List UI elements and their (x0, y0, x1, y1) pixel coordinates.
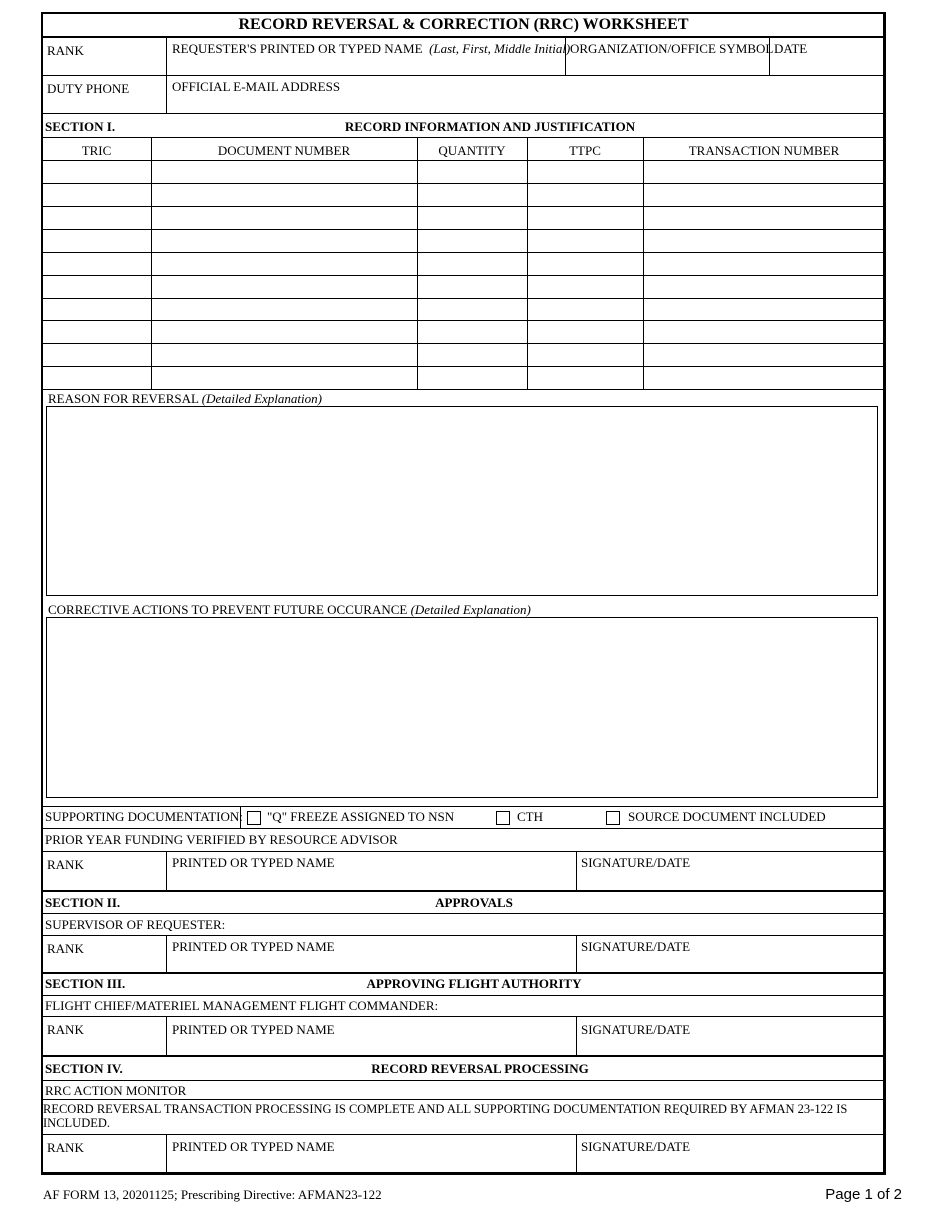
monitor-signature-input[interactable] (578, 1155, 884, 1172)
reason-hint: (Detailed Explanation) (201, 391, 322, 406)
email-label: OFFICIAL E-MAIL ADDRESS (172, 79, 341, 94)
flight-chief-name-input[interactable] (168, 1037, 575, 1054)
rank-label: RANK (47, 43, 84, 58)
section1-label: SECTION I. (45, 119, 116, 134)
flight-chief-rank-label: RANK (47, 1022, 84, 1037)
prior-year-label: PRIOR YEAR FUNDING VERIFIED BY RESOURCE ADVISOR (45, 832, 398, 847)
ra-rank-input[interactable] (43, 872, 165, 890)
duty-phone-label: DUTY PHONE (47, 81, 130, 96)
monitor-name-label: PRINTED OR TYPED NAME (172, 1139, 335, 1154)
requester-name-input[interactable] (168, 56, 564, 74)
processing-statement-line1: RECORD REVERSAL TRANSACTION PROCESSING IS COMPLETE AND ALL SUPPORTING DOCUMENTATION REQUIRED BY AFMAN 23-122 IS (43, 1102, 848, 1116)
table-row[interactable] (43, 299, 884, 320)
monitor-name-input[interactable] (168, 1155, 575, 1172)
source-document-checkbox[interactable] (606, 811, 620, 825)
supervisor-rank-label: RANK (47, 941, 84, 956)
cth-option-label: CTH (517, 809, 543, 824)
section2-title: APPROVALS (435, 895, 513, 910)
reason-label-text: REASON FOR REVERSAL (48, 391, 199, 406)
form-title: RECORD REVERSAL & CORRECTION (RRC) WORKSHEET (238, 16, 689, 33)
monitor-rank-input[interactable] (43, 1155, 165, 1172)
col-ttpc: TTPC (569, 143, 601, 158)
table-row[interactable] (43, 161, 884, 183)
requester-name-hint: (Last, First, Middle Initial) (429, 41, 571, 56)
table-row[interactable] (43, 344, 884, 366)
org-symbol-label: ORGANIZATION/OFFICE SYMBOL (570, 41, 774, 56)
section3-label: SECTION III. (45, 976, 126, 991)
ra-name-input[interactable] (168, 872, 575, 890)
table-row[interactable] (43, 184, 884, 206)
page-number: Page 1 of 2 (825, 1186, 902, 1203)
ra-signature-input[interactable] (578, 872, 884, 890)
corrective-textarea[interactable] (46, 617, 878, 798)
table-row[interactable] (43, 230, 884, 252)
section4-label: SECTION IV. (45, 1061, 123, 1076)
date-label: DATE (774, 41, 808, 56)
col-quantity: QUANTITY (438, 143, 506, 158)
monitor-signature-label: SIGNATURE/DATE (581, 1139, 691, 1154)
table-row[interactable] (43, 207, 884, 229)
supervisor-label: SUPERVISOR OF REQUESTER: (45, 917, 226, 932)
flight-chief-rank-input[interactable] (43, 1037, 165, 1054)
reason-textarea[interactable] (46, 406, 878, 596)
flight-chief-signature-label: SIGNATURE/DATE (581, 1022, 691, 1037)
ra-rank-label: RANK (47, 857, 84, 872)
ra-signature-label: SIGNATURE/DATE (581, 855, 691, 870)
supervisor-rank-input[interactable] (43, 955, 165, 972)
corrective-label-text: CORRECTIVE ACTIONS TO PREVENT FUTURE OCCURANCE (48, 602, 408, 617)
col-document-number: DOCUMENT NUMBER (217, 143, 351, 158)
section4-title: RECORD REVERSAL PROCESSING (371, 1061, 589, 1076)
table-row[interactable] (43, 253, 884, 275)
supervisor-name-label: PRINTED OR TYPED NAME (172, 939, 335, 954)
flight-chief-signature-input[interactable] (578, 1037, 884, 1054)
duty-phone-input[interactable] (43, 94, 165, 112)
section2-label: SECTION II. (45, 895, 121, 910)
processing-statement-line2: INCLUDED. (43, 1116, 111, 1130)
monitor-rank-label: RANK (47, 1140, 84, 1155)
ra-name-label: PRINTED OR TYPED NAME (172, 855, 335, 870)
rank-input[interactable] (43, 56, 165, 74)
date-input[interactable] (771, 56, 883, 74)
col-tric: TRIC (81, 143, 112, 158)
cth-checkbox[interactable] (496, 811, 510, 825)
source-document-option-label: SOURCE DOCUMENT INCLUDED (628, 809, 826, 824)
table-row[interactable] (43, 276, 884, 298)
reason-label (48, 391, 322, 406)
email-input[interactable] (168, 94, 884, 112)
supervisor-name-input[interactable] (168, 955, 575, 972)
supervisor-signature-input[interactable] (578, 955, 884, 972)
requester-name-text: REQUESTER'S PRINTED OR TYPED NAME (172, 41, 423, 56)
section1-title: RECORD INFORMATION AND JUSTIFICATION (344, 119, 636, 134)
rrc-monitor-label: RRC ACTION MONITOR (45, 1083, 187, 1098)
freeze-checkbox[interactable] (247, 811, 261, 825)
table-row[interactable] (43, 367, 884, 389)
requester-name-label (172, 41, 570, 56)
supporting-doc-label: SUPPORTING DOCUMENTATION: (45, 809, 243, 824)
section3-title: APPROVING FLIGHT AUTHORITY (366, 976, 582, 991)
supervisor-signature-label: SIGNATURE/DATE (581, 939, 691, 954)
table-row[interactable] (43, 321, 884, 343)
flight-chief-name-label: PRINTED OR TYPED NAME (172, 1022, 335, 1037)
col-transaction-number: TRANSACTION NUMBER (688, 143, 840, 158)
form-footer-id: AF FORM 13, 20201125; Prescribing Directive: AFMAN23-122 (43, 1187, 382, 1202)
freeze-option-label: "Q" FREEZE ASSIGNED TO NSN (267, 809, 455, 824)
flight-chief-label: FLIGHT CHIEF/MATERIEL MANAGEMENT FLIGHT COMMANDER: (45, 998, 439, 1013)
org-symbol-input[interactable] (567, 56, 768, 74)
corrective-hint: (Detailed Explanation) (410, 602, 531, 617)
corrective-label (48, 602, 531, 617)
